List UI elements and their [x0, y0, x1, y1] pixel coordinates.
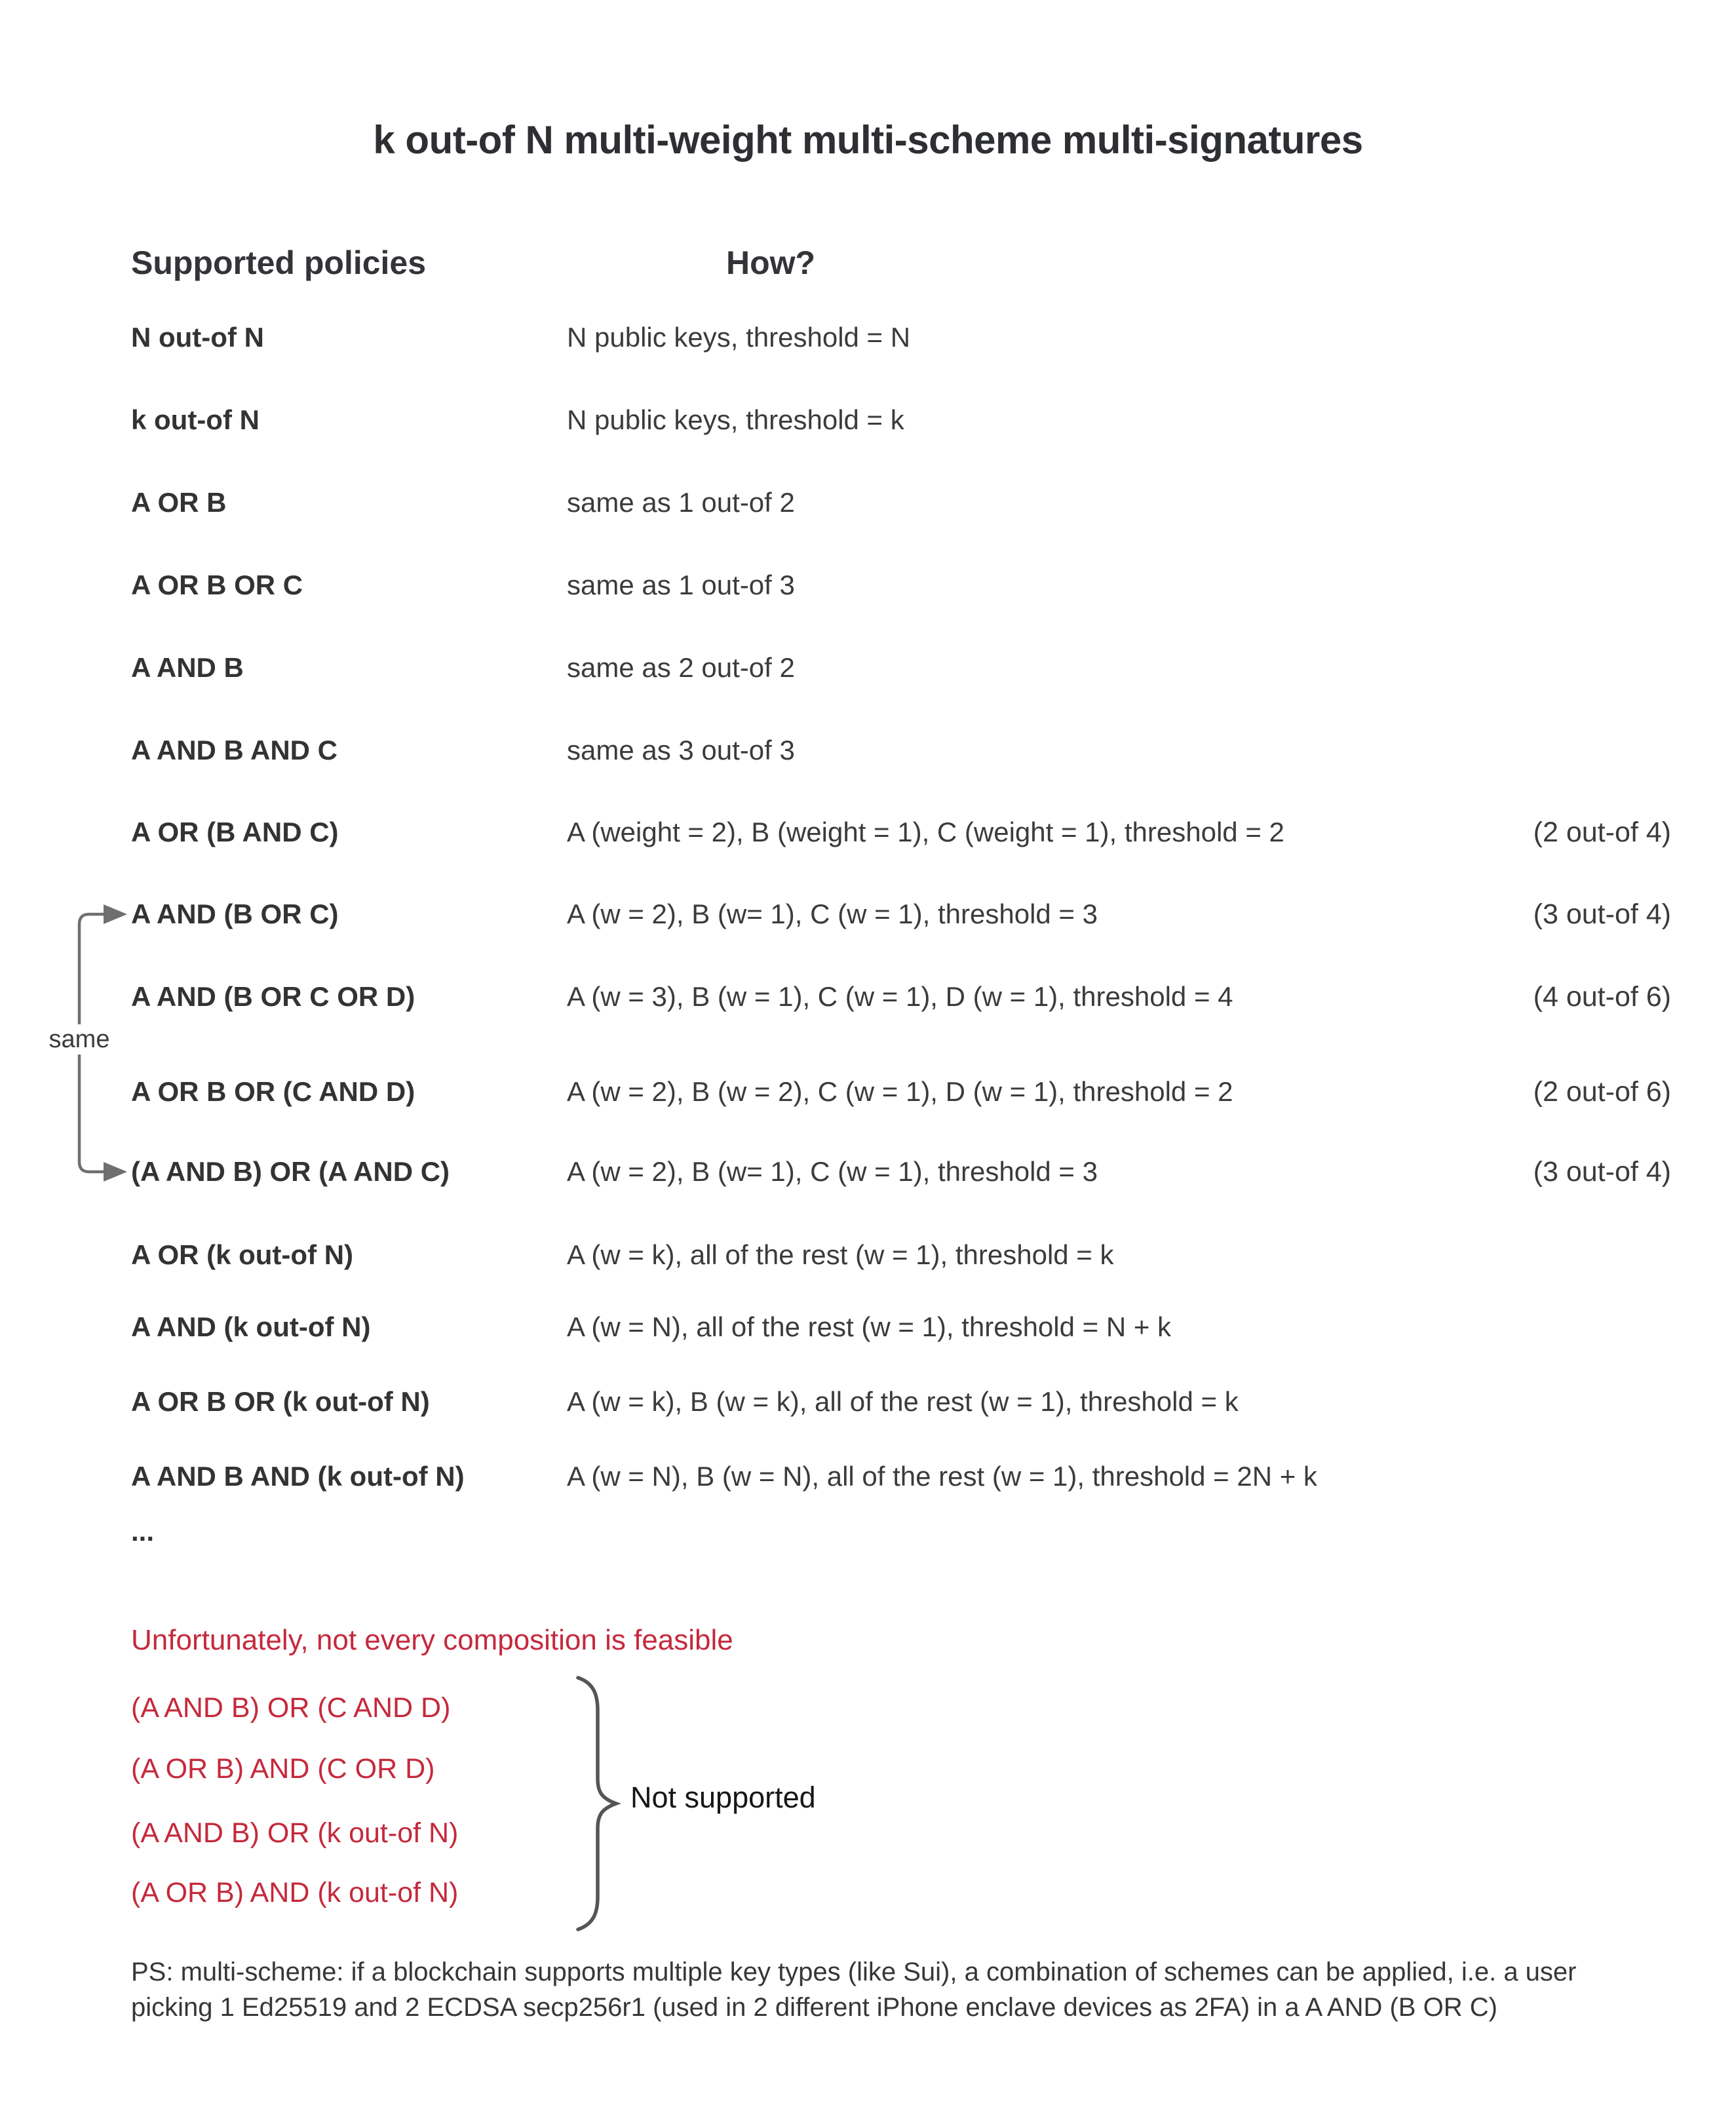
policy-label: A OR B OR (C AND D): [131, 1076, 415, 1107]
policy-label: A AND (B OR C): [131, 899, 339, 929]
table-row: [0, 737, 1736, 765]
how-description: A (weight = 2), B (weight = 1), C (weight = 1), threshold = 2: [567, 817, 1284, 847]
policy-label: k out-of N: [131, 404, 260, 435]
table-row: [0, 406, 1736, 435]
equivalence-note: (2 out-of 4): [1533, 817, 1671, 848]
ps-note: PS: multi-scheme: if a blockchain supports multiple key types (like Sui), a combination of schemes can be applied, i.e. a user picking 1 Ed25519 and 2 ECDSA secp256r1 (used in 2 different iPhone enclave devices as 2FA) in a A AND (B OR C): [131, 1958, 1577, 2022]
how-description: N public keys, threshold = N: [567, 322, 911, 353]
table-row: [0, 1241, 1736, 1270]
how-description: A (w = 2), B (w= 1), C (w = 1), threshold = 3: [567, 1156, 1098, 1187]
how-description: A (w = 2), B (w = 2), C (w = 1), D (w = 1), threshold = 2: [567, 1076, 1233, 1107]
infeasible-item: (A AND B) OR (C AND D): [131, 1692, 451, 1724]
table-row: [0, 1313, 1736, 1342]
page-title: k out-of N multi-weight multi-scheme multi-signatures: [373, 118, 1363, 162]
column-header-how: How?: [726, 244, 816, 281]
table-row: [0, 489, 1736, 518]
how-description: same as 3 out-of 3: [567, 735, 795, 765]
table-row: [0, 1463, 1736, 1492]
how-description: same as 1 out-of 3: [567, 570, 795, 600]
policy-label: A AND B: [131, 652, 244, 683]
how-description: same as 2 out-of 2: [567, 652, 795, 683]
infeasible-item: (A OR B) AND (k out-of N): [131, 1877, 459, 1908]
how-description: N public keys, threshold = k: [567, 404, 904, 435]
infeasible-heading: Unfortunately, not every composition is feasible: [131, 1624, 733, 1656]
policy-label: A AND (B OR C OR D): [131, 981, 415, 1012]
how-description: A (w = N), B (w = N), all of the rest (w = 1), threshold = 2N + k: [567, 1461, 1317, 1492]
policy-label: A AND B AND C: [131, 735, 338, 765]
policy-label: A OR B OR C: [131, 570, 303, 600]
policy-label: A AND (k out-of N): [131, 1311, 371, 1342]
table-row: [0, 983, 1736, 1012]
policy-label: N out-of N: [131, 322, 264, 353]
infeasible-item: (A OR B) AND (C OR D): [131, 1753, 435, 1785]
table-row: [0, 1518, 1736, 1547]
equivalence-note: (3 out-of 4): [1533, 899, 1671, 930]
not-supported-label: Not supported: [630, 1781, 816, 1814]
table-row: [0, 1158, 1736, 1187]
how-description: A (w = 3), B (w = 1), C (w = 1), D (w = 1), threshold = 4: [567, 981, 1233, 1012]
arrow-right-icon: [104, 1162, 127, 1182]
equivalence-note: (2 out-of 6): [1533, 1076, 1671, 1108]
policy-label: A OR (B AND C): [131, 817, 339, 847]
arrow-right-icon: [104, 904, 127, 924]
how-description: A (w = 2), B (w= 1), C (w = 1), threshold = 3: [567, 899, 1098, 929]
policy-label: A AND B AND (k out-of N): [131, 1461, 465, 1492]
policy-label: A OR (k out-of N): [131, 1239, 354, 1270]
equivalence-note: (3 out-of 4): [1533, 1156, 1671, 1188]
how-description: same as 1 out-of 2: [567, 487, 795, 518]
how-description: A (w = k), all of the rest (w = 1), threshold = k: [567, 1239, 1114, 1270]
table-row: [0, 900, 1736, 929]
table-row: [0, 1078, 1736, 1107]
table-row: [0, 1388, 1736, 1417]
table-row: [0, 571, 1736, 600]
policy-label: (A AND B) OR (A AND C): [131, 1156, 450, 1187]
policy-label: A OR B: [131, 487, 227, 518]
column-header-supported-policies: Supported policies: [131, 244, 427, 281]
policy-label: ...: [131, 1516, 155, 1547]
table-row: [0, 324, 1736, 353]
how-description: A (w = N), all of the rest (w = 1), threshold = N + k: [567, 1311, 1172, 1342]
equivalence-note: (4 out-of 6): [1533, 981, 1671, 1013]
policy-label: A OR B OR (k out-of N): [131, 1386, 430, 1417]
same-label: same: [45, 1024, 114, 1054]
table-row: [0, 654, 1736, 683]
how-description: A (w = k), B (w = k), all of the rest (w = 1), threshold = k: [567, 1386, 1239, 1417]
infeasible-item: (A AND B) OR (k out-of N): [131, 1817, 459, 1849]
table-row: [0, 819, 1736, 847]
